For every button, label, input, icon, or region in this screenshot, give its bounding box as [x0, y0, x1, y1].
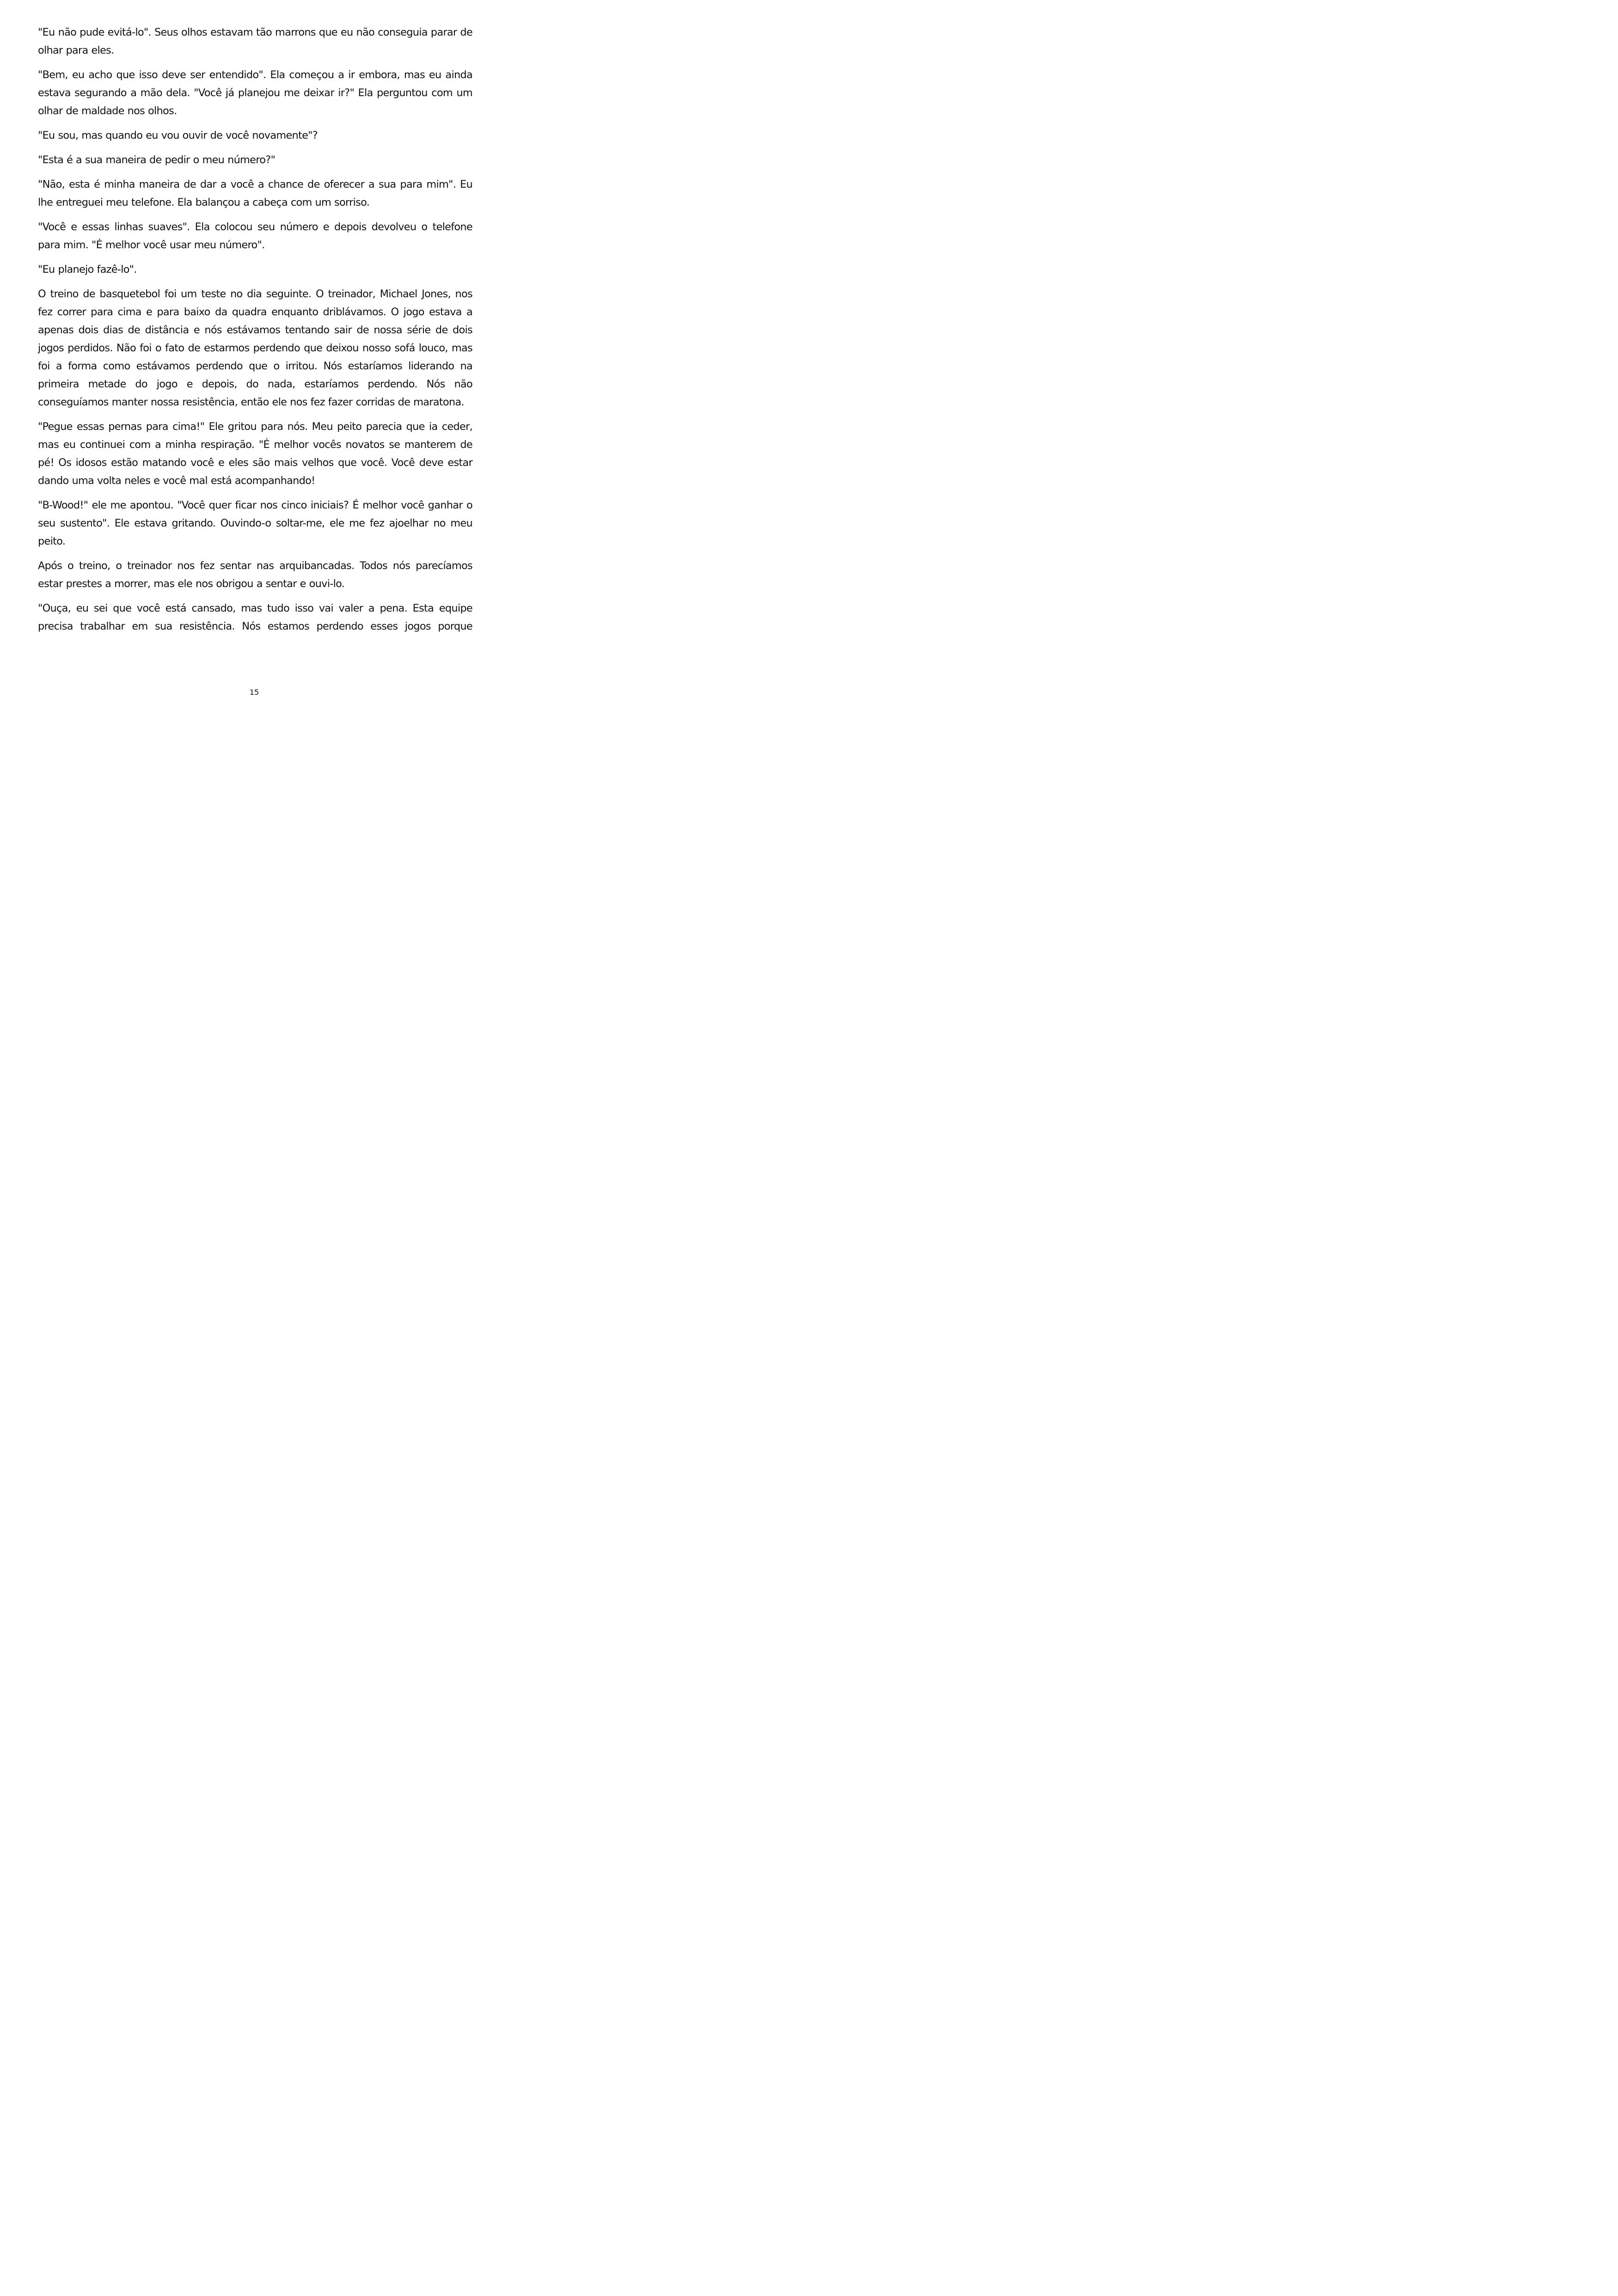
paragraph: O treino de basquetebol foi um teste no dia seguinte. O treinador, Michael Jones, nos fez correr para cima e para baixo da quadra enquanto driblávamos. O jogo estava a apenas dois dias de distância e nós estávamos tentando sair de nossa série de dois jogos perdidos. Não foi o fato de estarmos perdendo que deixou nosso sofá louco, mas foi a forma como estávamos perdendo que o irritou. Nós estaríamos liderando na primeira metade do jogo e depois, do nada, estaríamos perdendo. Nós não conseguíamos manter nossa resistência, então ele nos fez fazer corridas de maratona. — [38, 288, 472, 408]
paragraph: Após o treino, o treinador nos fez sentar nas arquibancadas. Todos nós parecíamos estar prestes a morrer, mas ele nos obrigou a sentar e ouvi-lo. — [38, 560, 472, 590]
paragraph: "Eu não pude evitá-lo". Seus olhos estavam tão marrons que eu não conseguia parar de olhar para eles. — [38, 26, 472, 56]
paragraph: "Ouça, eu sei que você está cansado, mas tudo isso vai valer a pena. Esta equipe precisa trabalhar em sua resistência. Nós estamos perdendo esses jogos porque — [38, 602, 472, 632]
paragraph: "Não, esta é minha maneira de dar a você a chance de oferecer a sua para mim". Eu lhe entreguei meu telefone. Ela balançou a cabeça com um sorriso. — [38, 178, 472, 208]
body-text — [38, 24, 472, 642]
document-page — [0, 0, 509, 722]
paragraph: "Esta é a sua maneira de pedir o meu número?" — [38, 154, 276, 166]
paragraph: "Você e essas linhas suaves". Ela colocou seu número e depois devolveu o telefone para mim. "É melhor você usar meu número". — [38, 221, 472, 251]
paragraph: "Eu sou, mas quando eu vou ouvir de você novamente"? — [38, 129, 318, 141]
paragraph: "B-Wood!" ele me apontou. "Você quer ficar nos cinco iniciais? É melhor você ganhar o seu sustento". Ele estava gritando. Ouvindo-o soltar-me, ele me fez ajoelhar no meu peito. — [38, 499, 472, 547]
paragraph: "Eu planejo fazê-lo". — [38, 263, 137, 276]
paragraph: "Bem, eu acho que isso deve ser entendido". Ela começou a ir embora, mas eu ainda estava segurando a mão dela. "Você já planejou me deixar ir?" Ela perguntou com um olhar de maldade nos olhos. — [38, 69, 472, 117]
page-number: 15 — [249, 688, 259, 697]
paragraph: "Pegue essas pernas para cima!" Ele gritou para nós. Meu peito parecia que ia ceder, mas eu continuei com a minha respiração. "É melhor vocês novatos se manterem de pé! Os idosos estão matando você e eles são mais velhos que você. Você deve estar dando uma volta neles e você mal está acompanhando! — [38, 421, 472, 487]
